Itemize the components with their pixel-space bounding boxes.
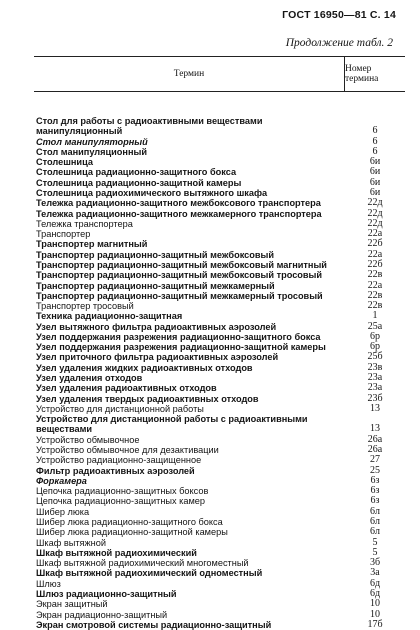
term-cell: Устройство обмывочное bbox=[36, 434, 140, 445]
term-cell: Тележка радиационно-защитного межкамерного транспортера bbox=[36, 208, 322, 219]
term-cell: Устройство для дистанционной работы bbox=[36, 403, 204, 414]
term-number-cell: 23б bbox=[367, 392, 383, 404]
table-row bbox=[34, 239, 405, 249]
term-number-cell: 6 bbox=[372, 145, 378, 157]
term-number-cell: 17б bbox=[367, 618, 383, 630]
term-number-cell: 13 bbox=[370, 402, 380, 414]
table-row bbox=[34, 178, 405, 188]
table-row bbox=[34, 610, 405, 620]
term-number-cell: 6з bbox=[370, 485, 380, 497]
standard-identifier: ГОСТ 16950—81 С. 14 bbox=[282, 9, 396, 21]
term-cell: Цепочка радиационно-защитных боксов bbox=[36, 486, 209, 497]
table-continuation-label: Продолжение табл. 2 bbox=[285, 37, 393, 49]
term-cell: Тележка радиационно-защитного межбоксового транспортера bbox=[36, 198, 321, 209]
table-row bbox=[34, 219, 405, 229]
table-row bbox=[34, 445, 405, 455]
table-row bbox=[34, 404, 405, 414]
term-number-cell: 5 bbox=[372, 546, 378, 558]
term-number-cell: 6з bbox=[370, 474, 380, 486]
term-number-cell: 23а bbox=[367, 372, 383, 384]
term-number-cell: 22д bbox=[367, 217, 383, 229]
table-row bbox=[34, 589, 405, 599]
term-cell: Экран радиационно-защитный bbox=[36, 609, 168, 620]
table-row bbox=[34, 198, 405, 208]
term-number-cell: 1 bbox=[372, 310, 378, 322]
table-row bbox=[34, 147, 405, 157]
table-row bbox=[34, 209, 405, 219]
table-row bbox=[34, 394, 405, 404]
table-row bbox=[34, 281, 405, 291]
table-row bbox=[34, 260, 405, 270]
term-cell: Устройство радиационно-защищенное bbox=[36, 455, 202, 466]
term-number-cell: 22в bbox=[367, 269, 383, 281]
term-cell: Стол манипуляторный bbox=[36, 136, 148, 147]
table-row bbox=[34, 373, 405, 383]
term-cell: Устройство для дистанционной работы с радиоактивными веществами bbox=[36, 414, 308, 435]
term-cell: Устройство обмывочное для дезактивации bbox=[36, 445, 219, 455]
term-number-cell: 22в bbox=[367, 289, 383, 301]
table-row bbox=[34, 599, 405, 609]
table-row bbox=[34, 527, 405, 537]
term-number-cell: 22в bbox=[367, 300, 383, 312]
term-number-cell: 6и bbox=[369, 186, 381, 198]
term-cell: Транспортер тросовый bbox=[36, 301, 134, 312]
term-number-cell: 3а bbox=[370, 567, 380, 579]
table-row bbox=[34, 322, 405, 332]
term-cell: Узел поддержания разрежения радиационно-защитного бокса bbox=[36, 331, 321, 342]
term-cell: Шибер люка радиационно-защитного бокса bbox=[36, 516, 223, 527]
term-number-cell: 5 bbox=[372, 536, 378, 548]
term-cell: Шлюз радиационно-защитный bbox=[36, 588, 177, 599]
table-row bbox=[34, 363, 405, 373]
table-row bbox=[34, 352, 405, 362]
term-number-cell: 13 bbox=[370, 423, 380, 435]
term-index-table bbox=[34, 56, 405, 630]
term-cell: Узел удаления жидких радиоактивных отходов bbox=[36, 362, 253, 373]
table-row bbox=[34, 250, 405, 260]
table-row bbox=[34, 291, 405, 301]
term-number-cell: 6р bbox=[370, 330, 380, 342]
table-row bbox=[34, 455, 405, 465]
term-cell: Транспортер радиационно-защитный межбоксовый магнитный bbox=[36, 259, 327, 270]
table-row bbox=[34, 342, 405, 352]
term-cell: Транспортер bbox=[36, 229, 91, 240]
table-row bbox=[34, 157, 405, 167]
table-row bbox=[34, 435, 405, 445]
term-cell: Техника радиационно-защитная bbox=[36, 311, 183, 322]
table-body bbox=[34, 92, 405, 630]
table-row bbox=[34, 383, 405, 393]
table-row bbox=[34, 568, 405, 578]
term-number-cell: 22д bbox=[367, 207, 383, 219]
column-header-number: Номер термина bbox=[345, 64, 379, 84]
term-number-cell: 6и bbox=[369, 156, 381, 168]
table-row bbox=[34, 301, 405, 311]
term-cell: Транспортер радиационно-защитный межкамерный тросовый bbox=[36, 290, 323, 301]
term-number-cell: 23а bbox=[367, 382, 383, 394]
term-cell: Транспортер радиационно-защитный межбоксовый bbox=[36, 249, 275, 260]
term-cell: Узел поддержания разрежения радиационно-защитной камеры bbox=[36, 342, 326, 353]
table-row bbox=[34, 486, 405, 496]
term-number-cell: 25б bbox=[367, 351, 383, 363]
table-row bbox=[34, 229, 405, 239]
term-number-cell: 6л bbox=[370, 515, 380, 527]
table-row bbox=[34, 137, 405, 147]
term-cell: Тележка транспортера bbox=[36, 218, 133, 229]
term-number-cell: 25 bbox=[370, 464, 380, 476]
term-number-cell: 3б bbox=[369, 557, 381, 569]
column-header-term: Термин bbox=[34, 57, 345, 91]
term-cell: Транспортер радиационно-защитный межбоксовый тросовый bbox=[36, 270, 323, 281]
term-cell: Форкамера bbox=[36, 475, 87, 486]
table-row bbox=[34, 270, 405, 280]
term-cell: Шкаф вытяжной bbox=[36, 537, 106, 548]
term-cell: Столешница радиационно-защитного бокса bbox=[36, 167, 237, 178]
term-number-cell: 22а bbox=[367, 248, 383, 260]
term-cell: Стол манипуляционный bbox=[36, 146, 148, 157]
term-cell: Экран защитный bbox=[36, 599, 108, 610]
table-header bbox=[34, 56, 405, 92]
term-number-cell: 25а bbox=[367, 320, 383, 332]
term-number-cell: 6 bbox=[372, 135, 378, 147]
term-number-cell: 22б bbox=[367, 258, 383, 270]
term-cell: Экран смотровой системы радиационно-защитный bbox=[36, 619, 272, 630]
term-number-cell: 6л bbox=[370, 526, 380, 538]
term-cell: Узел удаления радиоактивных отходов bbox=[36, 383, 217, 394]
term-cell: Стол для работы с радиоактивными веществами манипуляционный bbox=[36, 116, 263, 137]
table-row bbox=[34, 538, 405, 548]
term-cell: Узел удаления твердых радиоактивных отходов bbox=[36, 393, 259, 404]
term-number-cell: 6д bbox=[369, 577, 381, 589]
table-row bbox=[34, 507, 405, 517]
term-cell: Шибер люка радиационно-защитной камеры bbox=[36, 527, 228, 538]
table-row bbox=[34, 620, 405, 630]
term-number-cell: 6л bbox=[370, 505, 380, 517]
term-number-cell: 22д bbox=[367, 197, 383, 209]
term-cell: Узел приточного фильтра радиоактивных аэрозолей bbox=[36, 352, 279, 363]
term-number-cell: 6и bbox=[369, 166, 381, 178]
table-row bbox=[34, 188, 405, 198]
table-row bbox=[34, 558, 405, 568]
term-cell: Транспортер радиационно-защитный межкамерный bbox=[36, 280, 275, 291]
term-number-cell: 6и bbox=[369, 176, 381, 188]
term-number-cell: 22б bbox=[367, 238, 383, 250]
table-row bbox=[34, 167, 405, 177]
term-number-cell: 23в bbox=[367, 361, 383, 373]
term-cell: Цепочка радиационно-защитных камер bbox=[36, 496, 206, 507]
term-number-cell: 6р bbox=[370, 341, 380, 353]
table-row bbox=[34, 332, 405, 342]
table-row bbox=[34, 496, 405, 506]
table-row bbox=[34, 466, 405, 476]
term-cell: Шкаф вытяжной радиохимический bbox=[36, 547, 197, 558]
term-number-cell: 10 bbox=[370, 608, 380, 620]
term-cell: Столешница радиохимического вытяжного шкафа bbox=[36, 187, 268, 198]
term-cell: Шкаф вытяжной радиохимический многоместный bbox=[36, 558, 249, 569]
term-cell: Узел вытяжного фильтра радиоактивных аэрозолей bbox=[36, 321, 277, 332]
term-number-cell: 27 bbox=[370, 454, 380, 466]
term-cell: Шкаф вытяжной радиохимический одноместный bbox=[36, 568, 263, 579]
table-row bbox=[34, 579, 405, 589]
table-row bbox=[34, 116, 405, 137]
term-number-cell: 22а bbox=[367, 279, 383, 291]
term-number-cell: 10 bbox=[370, 598, 380, 610]
term-cell: Транспортер магнитный bbox=[36, 239, 148, 250]
term-number-cell: 22а bbox=[367, 228, 383, 240]
term-number-cell: 6д bbox=[369, 587, 381, 599]
term-cell: Шибер люка bbox=[36, 506, 90, 517]
term-cell: Столешница радиационно-защитной камеры bbox=[36, 177, 242, 188]
term-number-cell: 6 bbox=[372, 125, 378, 137]
term-cell: Шлюз bbox=[36, 578, 61, 589]
term-number-cell: 26а bbox=[367, 444, 383, 455]
table-row bbox=[34, 476, 405, 486]
table-row bbox=[34, 414, 405, 435]
term-number-cell: 26а bbox=[367, 433, 383, 445]
term-number-cell: 6з bbox=[370, 495, 380, 507]
table-row bbox=[34, 517, 405, 527]
term-cell: Столешница bbox=[36, 157, 93, 168]
term-cell: Узел удаления отходов bbox=[36, 373, 143, 384]
table-row bbox=[34, 548, 405, 558]
term-cell: Фильтр радиоактивных аэрозолей bbox=[36, 465, 195, 476]
table-row bbox=[34, 311, 405, 321]
